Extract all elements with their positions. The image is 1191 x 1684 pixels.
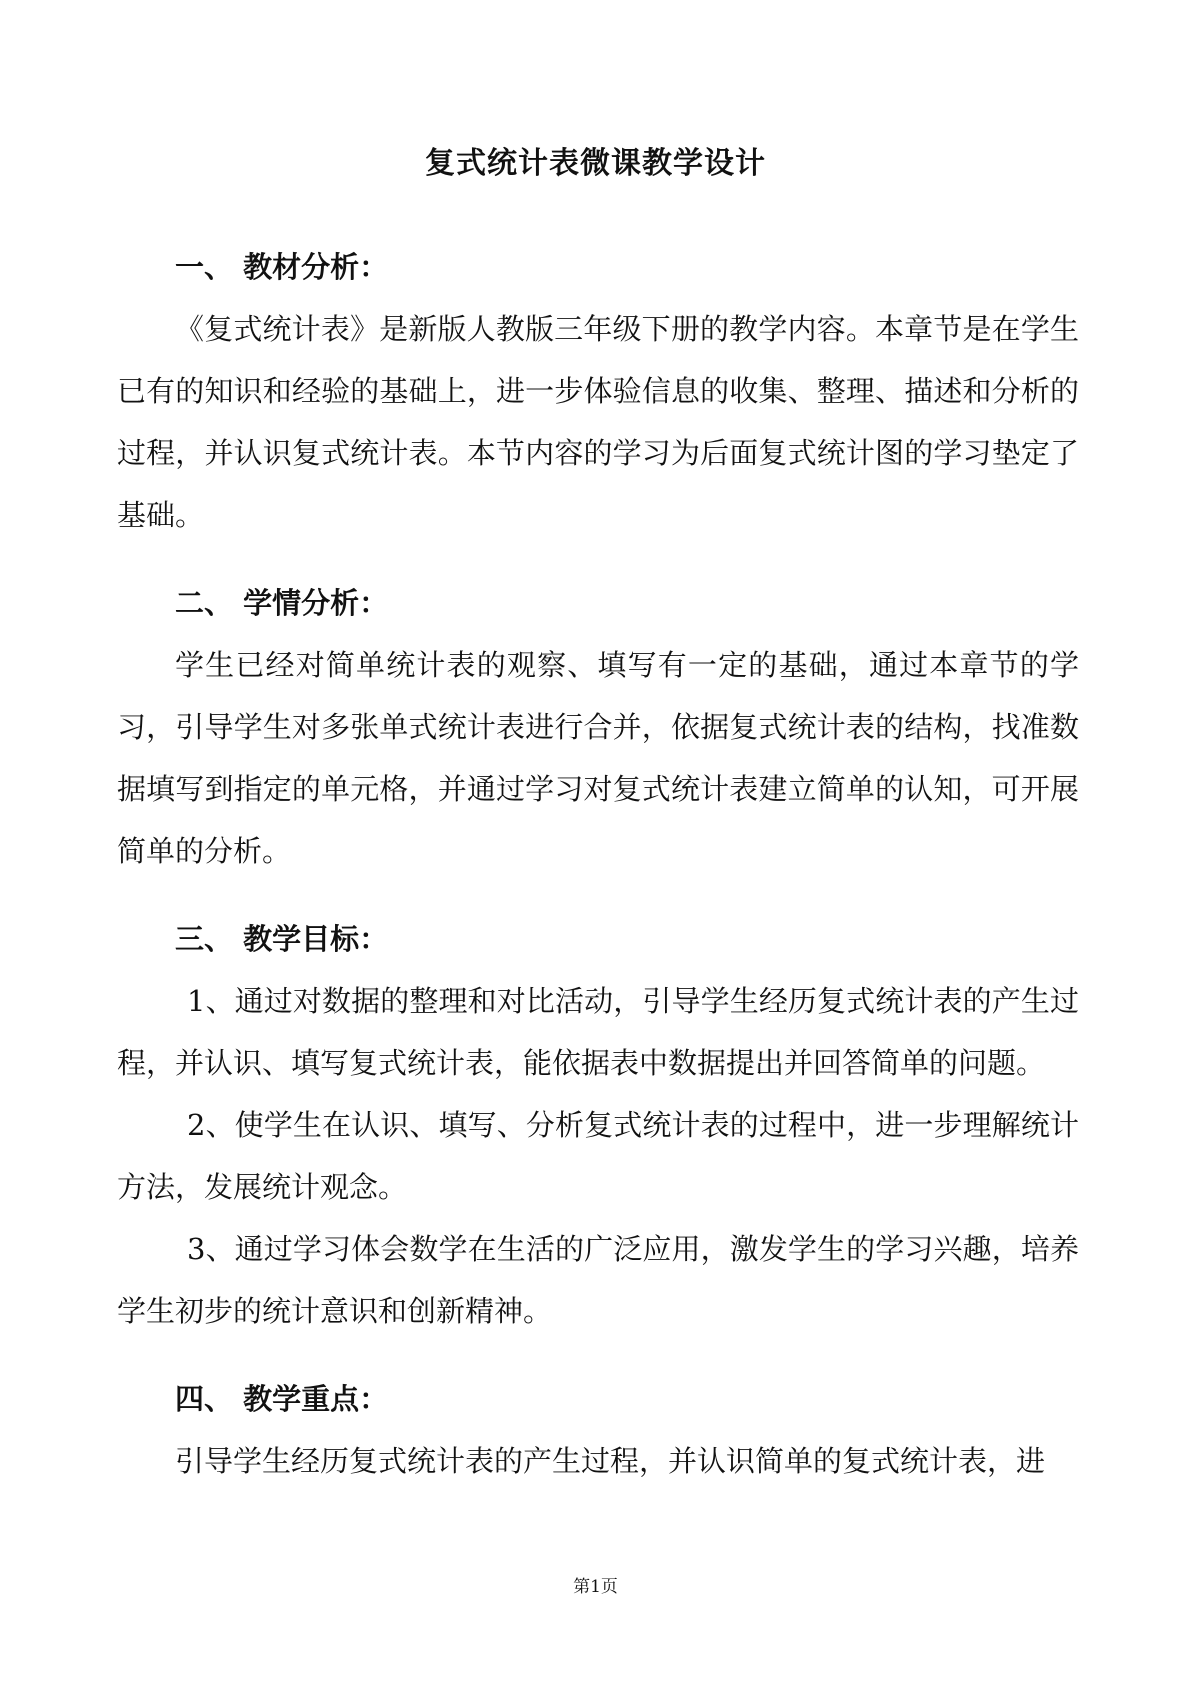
section-3-goal-2: 2、使学生在认识、填写、分析复式统计表的过程中，进一步理解统计方法，发展统计观念。	[117, 1108, 1079, 1204]
page-number: 第1页	[573, 1577, 618, 1597]
section-spacer	[117, 546, 1079, 572]
section-1-heading: 一、 教材分析：	[175, 250, 389, 284]
section-2-paragraph: 学生已经对简单统计表的观察、填写有一定的基础，通过本章节的学习，引导学生对多张单式统计表进行合并，依据复式统计表的结构，找准数据填写到指定的单元格，并通过学习对复式统计表建立简单的认知，可开展简单的分析。	[117, 648, 1079, 868]
section-1-paragraph: 《复式统计表》是新版人教版三年级下册的教学内容。本章节是在学生已有的知识和经验的基础上，进一步体验信息的收集、整理、描述和分析的过程，并认识复式统计表。本节内容的学习为后面复式统计图的学习垫定了基础。	[117, 312, 1079, 532]
document-body	[117, 236, 1079, 1492]
section-3-heading: 三、 教学目标：	[175, 922, 389, 956]
section-4-paragraph: 引导学生经历复式统计表的产生过程，并认识简单的复式统计表，进	[175, 1444, 1046, 1478]
document-title: 复式统计表微课教学设计	[425, 146, 766, 181]
section-3-goal-1: 1、通过对数据的整理和对比活动，引导学生经历复式统计表的产生过程，并认识、填写复式统计表，能依据表中数据提出并回答简单的问题。	[117, 984, 1079, 1080]
section-2-heading: 二、 学情分析：	[175, 586, 389, 620]
section-spacer	[117, 882, 1079, 908]
section-4-heading: 四、 教学重点：	[175, 1382, 389, 1416]
section-3-goal-3: 3、通过学习体会数学在生活的广泛应用，激发学生的学习兴趣，培养学生初步的统计意识和创新精神。	[117, 1232, 1079, 1328]
section-spacer	[117, 1342, 1079, 1368]
